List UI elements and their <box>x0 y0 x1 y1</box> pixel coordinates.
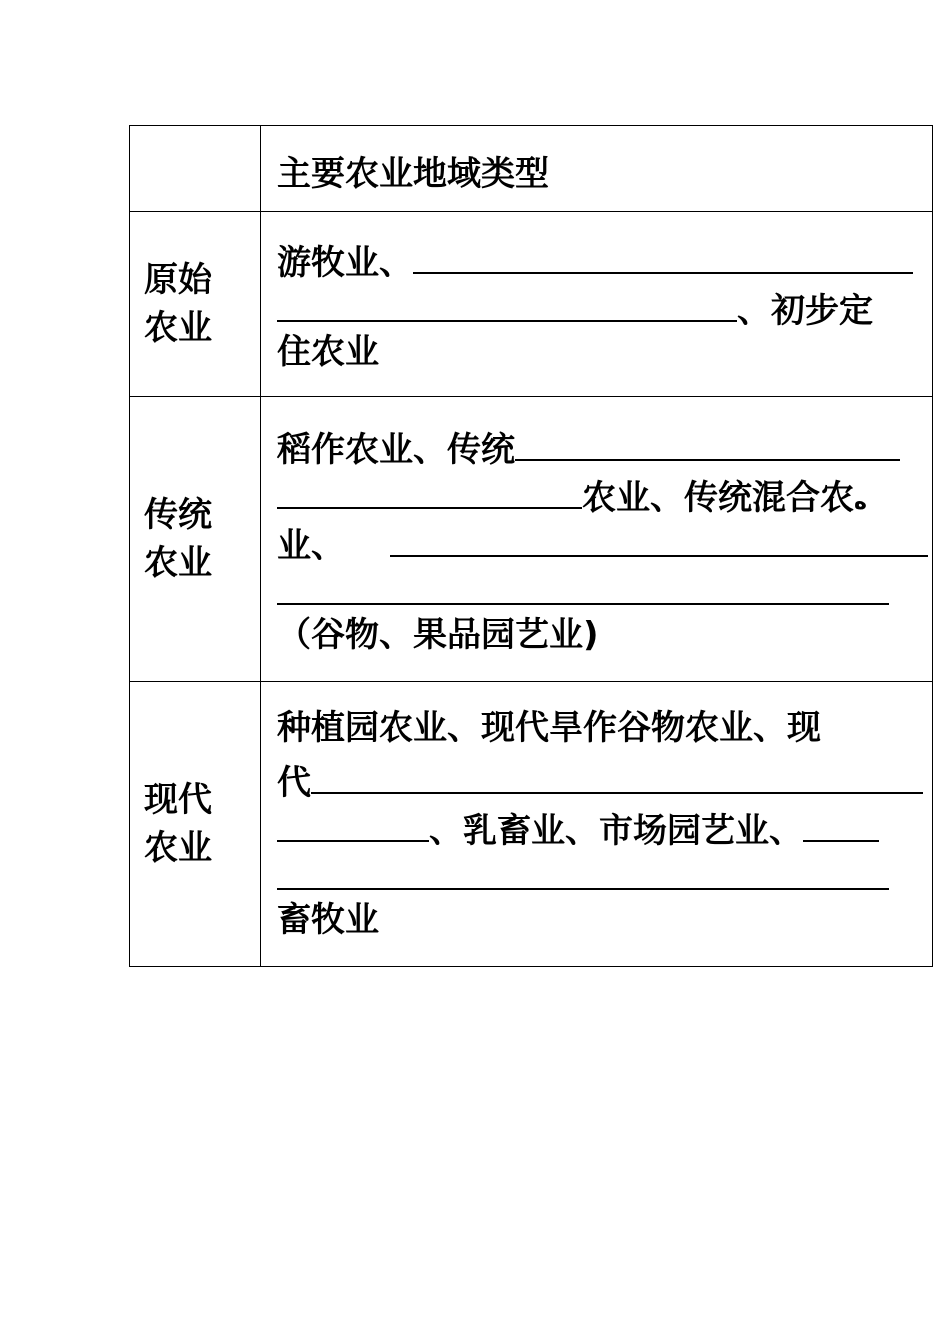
content-line <box>277 419 926 470</box>
fill-in-blank[interactable] <box>515 419 900 461</box>
fill-in-blank[interactable] <box>390 515 928 557</box>
table-title: 主要农业地域类型 <box>277 153 549 194</box>
content-text: 、乳畜业、市场园艺业、 <box>429 811 803 851</box>
content-line <box>277 611 926 659</box>
content-text: 代 <box>277 763 311 803</box>
content-line <box>277 848 926 896</box>
content-line <box>277 467 926 518</box>
table-row <box>130 397 933 682</box>
content-text: 业、 <box>277 526 345 566</box>
content-text: 、初步定 <box>737 291 873 331</box>
stray-glyph: ه <box>854 490 867 515</box>
content-text: 稻作农业、传统 <box>277 430 515 470</box>
content-line <box>277 515 926 566</box>
content-text: 住农业 <box>277 332 379 372</box>
content-line <box>277 800 926 851</box>
fill-in-blank[interactable] <box>413 232 913 274</box>
row-label-line: 原始 <box>144 260 212 300</box>
row-content-modern <box>261 682 933 967</box>
content-text: 畜牧业 <box>277 900 379 940</box>
row-content-traditional <box>261 397 933 682</box>
content-line <box>277 704 926 752</box>
content-line <box>277 328 926 376</box>
fill-in-blank[interactable] <box>277 467 582 509</box>
row-label-traditional <box>130 397 261 682</box>
row-label-line: 农业 <box>144 828 212 868</box>
content-text: 农业、传统混合农 <box>582 478 854 518</box>
row-label-modern <box>130 682 261 967</box>
row-label-primitive <box>130 212 261 397</box>
content-line <box>277 232 926 283</box>
content-line <box>277 280 926 331</box>
fill-in-blank[interactable] <box>277 800 429 842</box>
row-content-primitive <box>261 212 933 397</box>
content-text: 游牧业、 <box>277 243 413 283</box>
agriculture-types-table <box>129 125 933 967</box>
header-corner-cell <box>130 126 261 212</box>
content-text: 种植园农业、现代旱作谷物农业、现 <box>277 708 821 748</box>
row-label-line: 农业 <box>144 308 212 348</box>
content-line <box>277 752 926 803</box>
fill-in-blank[interactable] <box>803 800 879 842</box>
row-label-line: 传统 <box>144 495 212 535</box>
row-label-line: 现代 <box>144 780 212 820</box>
content-line <box>277 896 926 944</box>
table-row <box>130 212 933 397</box>
table-header-row <box>130 126 933 212</box>
content-line <box>277 563 926 611</box>
row-label-line: 农业 <box>144 543 212 583</box>
fill-in-blank[interactable] <box>277 563 889 605</box>
fill-in-blank[interactable] <box>311 752 923 794</box>
table-row <box>130 682 933 967</box>
fill-in-blank[interactable] <box>277 848 889 890</box>
header-title-cell <box>261 126 933 212</box>
fill-in-blank[interactable] <box>277 280 737 322</box>
content-text: （谷物、果品园艺业) <box>277 615 599 655</box>
